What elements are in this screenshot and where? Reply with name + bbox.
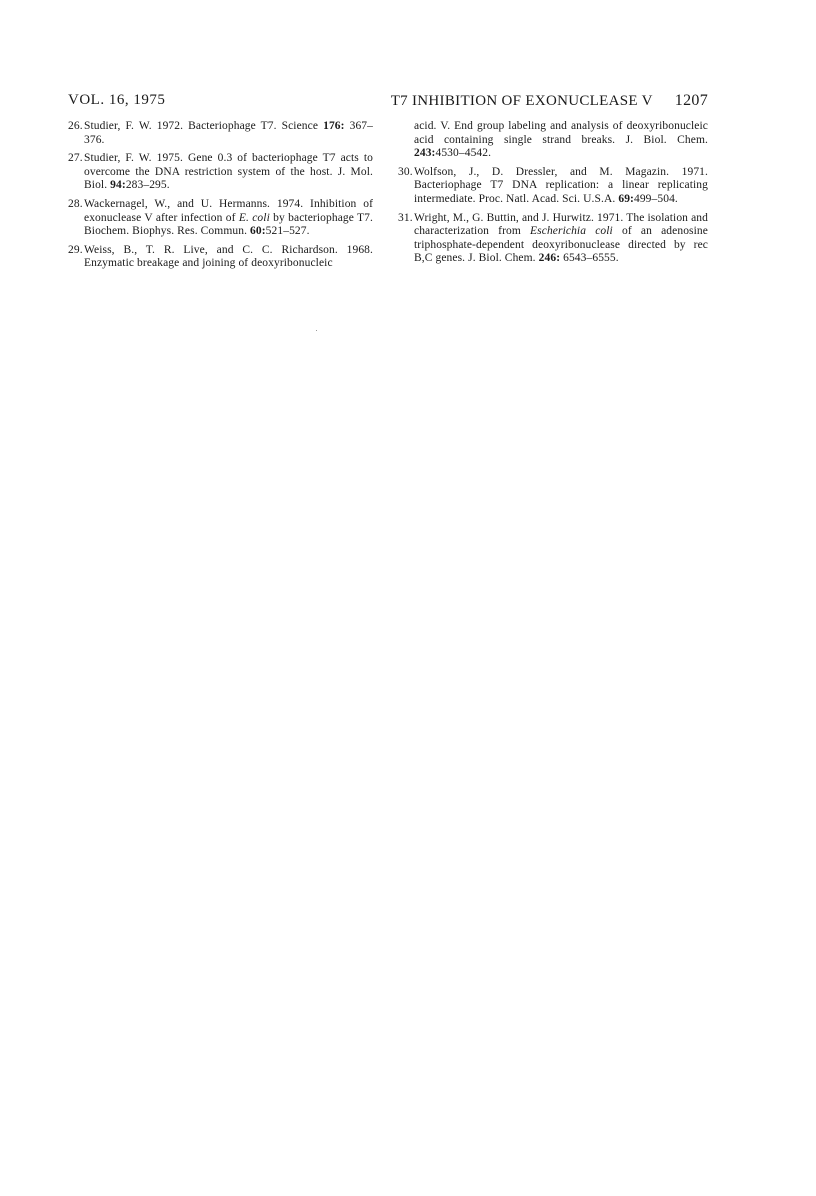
reference-pages: 283–295.: [125, 179, 170, 192]
page-number: 1207: [674, 92, 708, 109]
reference-pages: 4530–4542.: [435, 147, 492, 160]
reference-31: [398, 212, 708, 266]
references-right-column: [398, 120, 708, 271]
reference-text: acid. V. End group labeling and analysis of deoxyribonucleic acid containing single strand breaks. J. Biol. Chem.: [414, 120, 708, 146]
header-right: [391, 92, 708, 110]
reference-number: 29.: [68, 243, 83, 256]
references-left-column: [68, 120, 373, 276]
reference-30: [398, 166, 708, 207]
reference-text: Wright, M., G. Buttin, and J. Hurwitz. 1971. The isolation and characterization from: [414, 211, 708, 238]
species-name: E. coli: [238, 211, 270, 224]
reference-volume: 94:: [110, 179, 126, 192]
reference-text: Weiss, B., T. R. Live, and C. C. Richardson. 1968. Enzymatic breakage and joining of deoxyribonucleic: [84, 243, 373, 270]
reference-text: Studier, F. W. 1972. Bacteriophage T7. Science: [84, 120, 324, 132]
reference-pages: 6543–6555.: [560, 252, 619, 265]
reference-29-continued: [398, 120, 708, 161]
reference-number: 26.: [68, 120, 83, 132]
reference-number: 28.: [68, 197, 83, 210]
reference-29: [68, 244, 373, 271]
reference-text-continued: of an adenosine triphosphate-dependent deoxyribonuclease directed by rec B,C genes. J. Biol. Chem.: [414, 225, 708, 265]
reference-volume: 60:: [250, 225, 266, 238]
reference-27: [68, 152, 373, 193]
reference-volume: 176:: [323, 120, 345, 132]
reference-text: Wackernagel, W., and U. Hermanns. 1974. Inhibition of exonuclease V after infection of: [84, 197, 373, 224]
species-name: Escherichia coli: [530, 225, 613, 238]
scan-speck: [316, 330, 317, 331]
reference-pages: 499–504.: [633, 192, 678, 205]
page-header: [68, 92, 708, 114]
reference-26: [68, 120, 373, 147]
reference-volume: 243:: [414, 147, 436, 160]
reference-text-continued: by bacteriophage T7. Biochem. Biophys. Res. Commun.: [84, 211, 373, 238]
reference-text: Studier, F. W. 1975. Gene 0.3 of bacteriophage T7 acts to overcome the DNA restriction system of the host. J. Mol. Biol.: [84, 152, 373, 192]
reference-number: 30.: [398, 165, 413, 178]
reference-pages: 521–527.: [265, 225, 310, 238]
reference-text: Wolfson, J., D. Dressler, and M. Magazin. 1971. Bacteriophage T7 DNA replication: a linear replicating intermediate. Proc. Natl. Acad. Sci. U.S.A.: [414, 165, 708, 205]
reference-28: [68, 198, 373, 239]
reference-volume: 69:: [618, 192, 634, 205]
reference-number: 31.: [398, 211, 413, 224]
journal-volume: VOL. 16, 1975: [68, 92, 166, 108]
reference-volume: 246:: [538, 252, 561, 265]
reference-number: 27.: [68, 152, 83, 165]
reference-pages: 367–376.: [84, 120, 373, 146]
running-title: T7 INHIBITION OF EXONUCLEASE V: [390, 93, 653, 109]
